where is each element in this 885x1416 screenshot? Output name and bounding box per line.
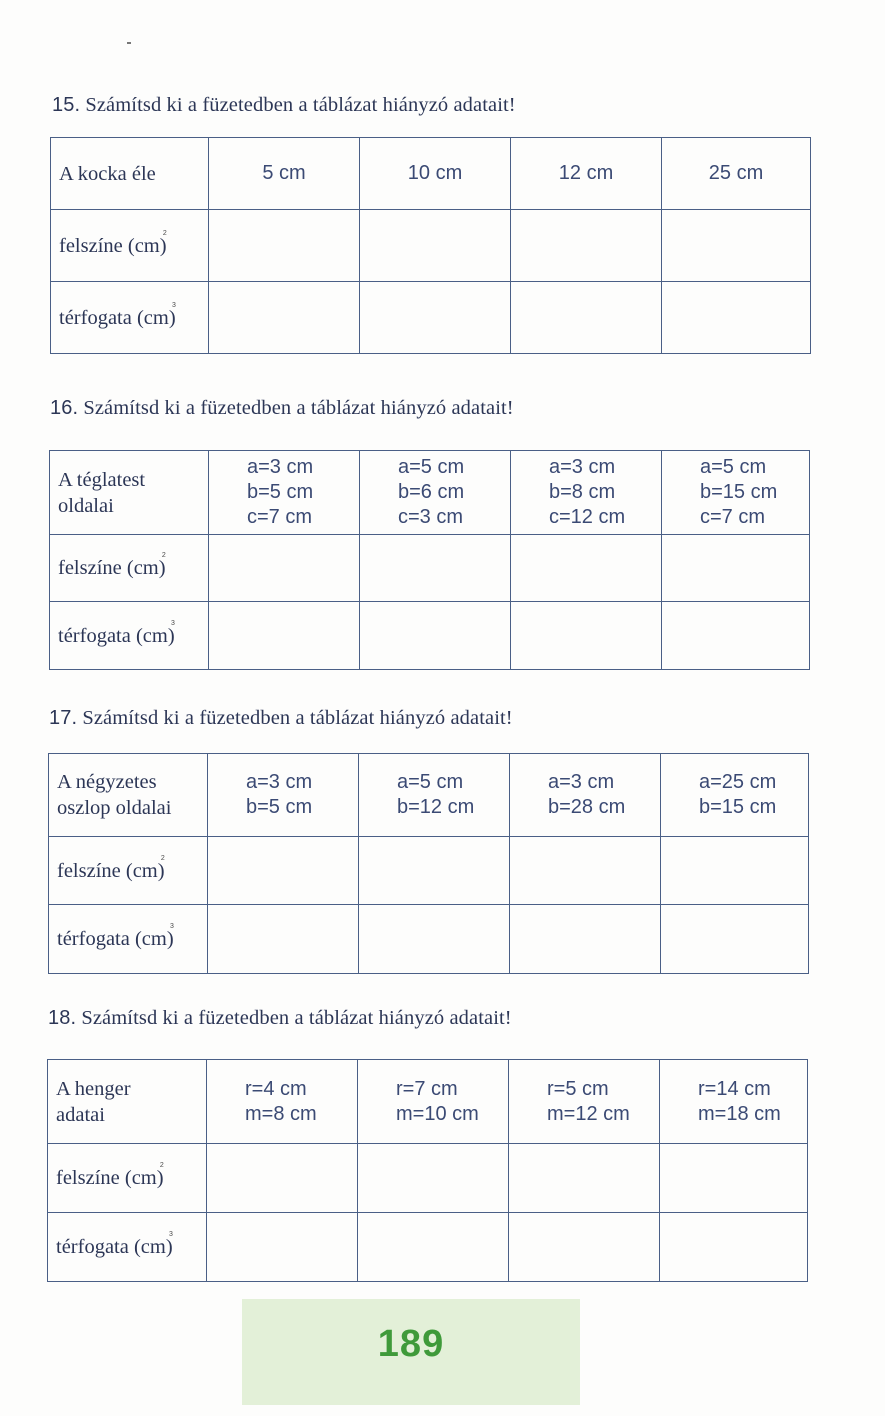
volume-label xyxy=(48,1213,207,1282)
answer-cell xyxy=(360,602,511,670)
given-value: r=14 cm xyxy=(698,1077,771,1100)
given-value: m=18 cm xyxy=(698,1102,781,1125)
exercise-number: 16. xyxy=(50,397,79,419)
given-value: b=15 cm xyxy=(699,796,777,818)
given-value-cell xyxy=(511,138,662,210)
surface-area-label xyxy=(48,1144,207,1213)
exercise-table xyxy=(50,137,811,354)
table-header-row xyxy=(48,1060,808,1144)
answer-cell xyxy=(661,905,809,974)
header-label-cell xyxy=(48,1060,207,1144)
table-row xyxy=(51,210,811,282)
given-value: c=7 cm xyxy=(700,506,766,528)
answer-cell xyxy=(660,1213,808,1282)
header-label-line: oszlop oldalai xyxy=(57,797,172,819)
answer-cell xyxy=(209,282,360,354)
header-label-cell xyxy=(51,138,209,210)
given-value-cell xyxy=(360,138,511,210)
answer-cell xyxy=(209,535,360,602)
row-label-text: felszíne (cm xyxy=(57,859,158,882)
given-value-cell xyxy=(207,1060,358,1144)
given-value-cell xyxy=(662,138,811,210)
answer-cell xyxy=(358,1144,509,1213)
answer-cell xyxy=(662,535,810,602)
given-value-cell xyxy=(209,451,360,535)
row-label-close: ) xyxy=(165,1236,173,1258)
given-value: r=4 cm xyxy=(245,1077,307,1100)
surface-area-label xyxy=(50,535,209,602)
given-value: 12 cm xyxy=(558,162,614,184)
exercise-table xyxy=(49,450,810,670)
row-label-close: ) xyxy=(157,859,165,882)
exercise-table xyxy=(48,753,809,974)
given-value-cell xyxy=(208,754,359,837)
given-value: c=7 cm xyxy=(247,506,313,528)
answer-cell xyxy=(660,1144,808,1213)
header-label-line: A henger xyxy=(56,1077,131,1100)
exercise-instruction: Számítsd ki a füzetedben a táblázat hiányzó adatait! xyxy=(81,1007,512,1029)
given-value: r=5 cm xyxy=(547,1077,609,1100)
given-value: b=5 cm xyxy=(246,796,313,818)
answer-cell xyxy=(360,535,511,602)
given-value: b=28 cm xyxy=(548,796,626,818)
table-row xyxy=(48,1144,808,1213)
given-value: c=12 cm xyxy=(549,506,626,528)
header-label-line: A téglatest xyxy=(58,468,146,491)
row-label-close: ) xyxy=(158,557,166,579)
table-header-row xyxy=(50,451,810,535)
given-value-cell xyxy=(359,754,510,837)
given-value-cell xyxy=(509,1060,660,1144)
given-value: 5 cm xyxy=(262,162,306,184)
answer-cell xyxy=(359,905,510,974)
exercise-table xyxy=(47,1059,808,1282)
unit-exponent: 2 xyxy=(162,229,167,237)
table-row xyxy=(51,282,811,354)
header-label-line: adatai xyxy=(56,1103,105,1126)
header-label-line: A négyzetes xyxy=(57,771,157,793)
page-number: 189 xyxy=(377,1323,445,1365)
given-value: m=10 cm xyxy=(396,1102,479,1125)
given-value: a=5 cm xyxy=(398,456,465,478)
row-label-text: térfogata (cm xyxy=(57,928,167,950)
given-value: r=7 cm xyxy=(396,1077,458,1100)
given-value: b=5 cm xyxy=(247,481,314,503)
row-label-text: térfogata (cm xyxy=(58,624,168,647)
given-value: a=5 cm xyxy=(397,771,464,793)
exercise-15-title xyxy=(52,94,516,117)
given-value: b=8 cm xyxy=(549,481,616,503)
row-label-close: ) xyxy=(156,1167,164,1189)
answer-cell xyxy=(207,1213,358,1282)
answer-cell xyxy=(510,905,661,974)
answer-cell xyxy=(208,905,359,974)
row-label-text: felszíne (cm xyxy=(59,234,160,257)
answer-cell xyxy=(209,602,360,670)
volume-label xyxy=(49,905,208,974)
given-value: a=3 cm xyxy=(246,771,313,793)
given-value: b=15 cm xyxy=(700,481,778,503)
row-label-text: felszíne (cm xyxy=(56,1167,157,1189)
given-value-cell xyxy=(510,754,661,837)
given-value: m=12 cm xyxy=(547,1102,630,1125)
answer-cell xyxy=(360,210,511,282)
row-label-text: térfogata (cm xyxy=(59,306,169,329)
given-value: b=6 cm xyxy=(398,481,465,503)
given-value: 25 cm xyxy=(708,162,764,184)
given-value-cell xyxy=(209,138,360,210)
header-label-cell xyxy=(49,754,208,837)
table-row xyxy=(50,602,810,670)
given-value-cell xyxy=(660,1060,808,1144)
unit-exponent: 3 xyxy=(170,619,175,627)
unit-exponent: 3 xyxy=(171,301,176,309)
row-label-text: felszíne (cm xyxy=(58,557,159,579)
table-row xyxy=(50,535,810,602)
given-value: a=25 cm xyxy=(699,771,777,793)
unit-exponent: 2 xyxy=(161,552,166,559)
row-label-close: ) xyxy=(159,234,167,257)
header-label-cell xyxy=(50,451,209,535)
given-value-cell xyxy=(511,451,662,535)
answer-cell xyxy=(511,602,662,670)
row-label-text: térfogata (cm xyxy=(56,1236,166,1258)
answer-cell xyxy=(511,210,662,282)
given-value: a=5 cm xyxy=(700,456,767,478)
exercise-instruction: Számítsd ki a füzetedben a táblázat hiányzó adatait! xyxy=(83,397,514,419)
volume-label xyxy=(50,602,209,670)
unit-exponent: 3 xyxy=(169,923,174,930)
scan-speck xyxy=(127,42,131,44)
given-value: c=3 cm xyxy=(398,506,464,528)
answer-cell xyxy=(208,837,359,905)
answer-cell xyxy=(662,282,811,354)
exercise-instruction: Számítsd ki a füzetedben a táblázat hiányzó adatait! xyxy=(82,707,513,729)
answer-cell xyxy=(509,1144,660,1213)
answer-cell xyxy=(511,535,662,602)
table-header-row xyxy=(51,138,811,210)
given-value: a=3 cm xyxy=(549,456,616,478)
answer-cell xyxy=(360,282,511,354)
given-value: m=8 cm xyxy=(245,1102,317,1125)
answer-cell xyxy=(509,1213,660,1282)
table-row xyxy=(48,1213,808,1282)
exercise-number: 18. xyxy=(48,1007,77,1029)
unit-exponent: 3 xyxy=(168,1231,173,1238)
row-label-close: ) xyxy=(167,624,175,647)
answer-cell xyxy=(358,1213,509,1282)
answer-cell xyxy=(661,837,809,905)
row-label-close: ) xyxy=(168,306,176,329)
header-label-line: oldalai xyxy=(58,494,114,517)
given-value: a=3 cm xyxy=(548,771,615,793)
exercise-number: 17. xyxy=(49,707,78,729)
volume-label xyxy=(51,282,209,354)
exercise-number: 15. xyxy=(52,94,81,116)
given-value: 10 cm xyxy=(407,162,463,184)
exercise-18-title xyxy=(48,1007,512,1030)
surface-area-label xyxy=(51,210,209,282)
table-row xyxy=(49,905,809,974)
given-value-cell xyxy=(662,451,810,535)
answer-cell xyxy=(207,1144,358,1213)
unit-exponent: 2 xyxy=(159,1162,164,1169)
answer-cell xyxy=(510,837,661,905)
row-label-close: ) xyxy=(166,928,174,950)
exercise-instruction: Számítsd ki a füzetedben a táblázat hiányzó adatait! xyxy=(85,94,516,116)
given-value: b=12 cm xyxy=(397,796,475,818)
exercise-17-title xyxy=(49,707,513,730)
answer-cell xyxy=(662,602,810,670)
given-value: a=3 cm xyxy=(247,456,314,478)
answer-cell xyxy=(511,282,662,354)
unit-exponent: 2 xyxy=(160,854,165,862)
page-number-box xyxy=(242,1299,580,1405)
header-label-line: A kocka éle xyxy=(59,162,156,185)
given-value-cell xyxy=(661,754,809,837)
given-value-cell xyxy=(358,1060,509,1144)
table-row xyxy=(49,837,809,905)
exercise-16-title xyxy=(50,397,514,420)
answer-cell xyxy=(662,210,811,282)
answer-cell xyxy=(359,837,510,905)
surface-area-label xyxy=(49,837,208,905)
given-value-cell xyxy=(360,451,511,535)
answer-cell xyxy=(209,210,360,282)
table-header-row xyxy=(49,754,809,837)
